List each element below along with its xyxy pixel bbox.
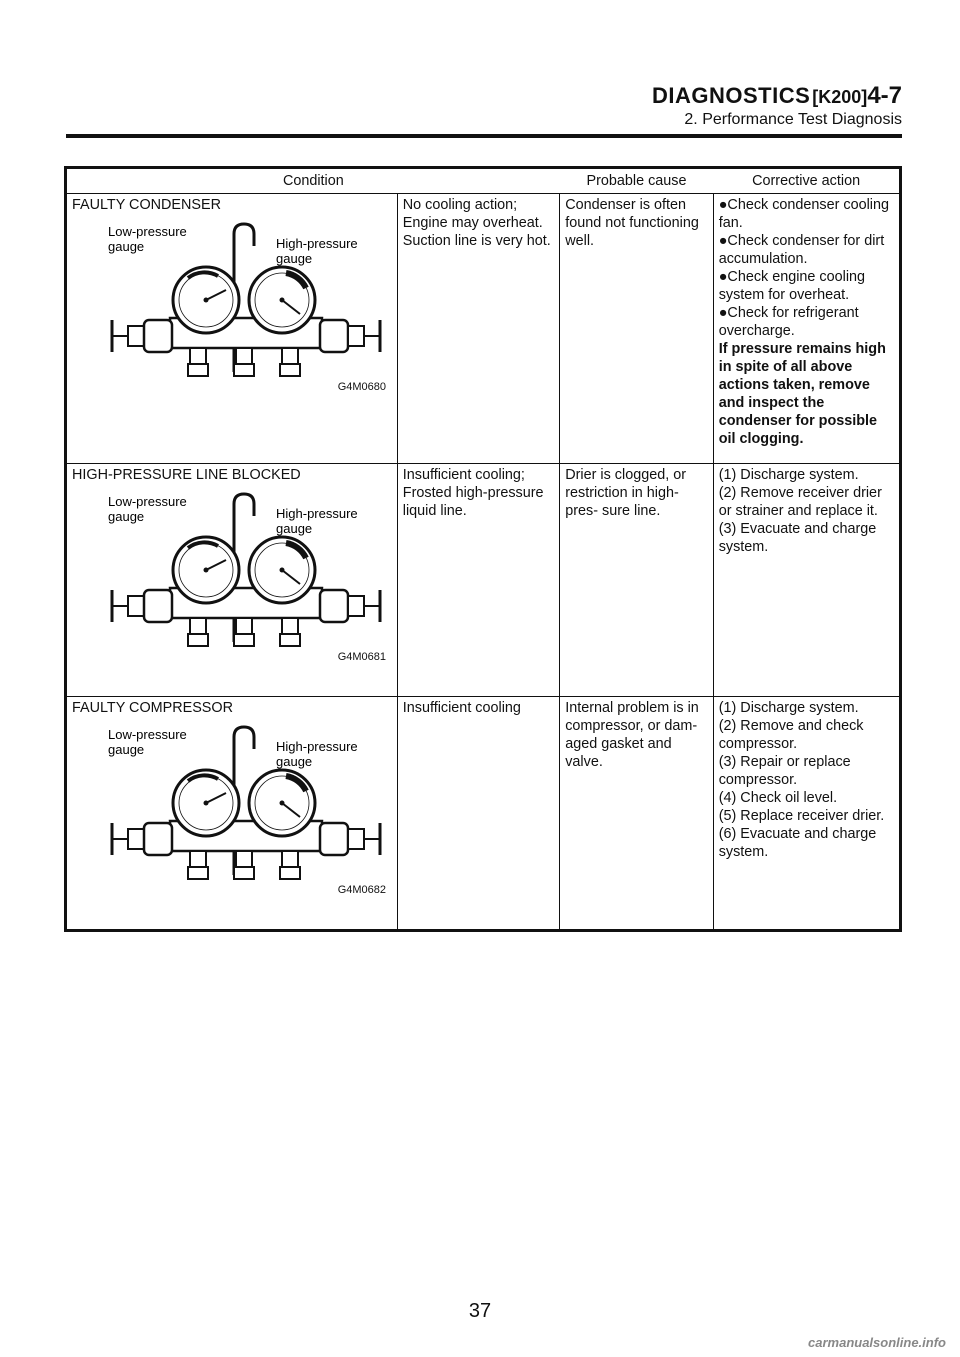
- bullet-icon: ●: [718, 233, 728, 249]
- action-item: (4) Check oil level.: [718, 790, 838, 806]
- condition-cell: [66, 464, 398, 697]
- column-header-probable-cause: Probable cause: [560, 168, 713, 194]
- condition-cell: [66, 697, 398, 931]
- section-subtitle: 2. Performance Test Diagnosis: [684, 111, 902, 128]
- cause-cell: Internal problem is in compressor, or dam- aged gasket and valve.: [560, 697, 713, 931]
- action-item: (1) Discharge system.: [718, 700, 859, 716]
- page-header: [66, 82, 902, 129]
- figure-label-high-2: gauge: [276, 521, 313, 536]
- figure-label-high-2: gauge: [276, 754, 313, 769]
- bullet-icon: ●: [718, 197, 728, 213]
- table-header-row: [66, 168, 901, 194]
- section-code: [K200]: [812, 87, 868, 107]
- figure-label-high: High-pressure: [276, 236, 358, 251]
- page-number: 37: [468, 1300, 492, 1322]
- bullet-icon: ●: [718, 305, 728, 321]
- action-cell: [713, 464, 900, 697]
- symptom-cell: Insufficient cooling: [397, 697, 559, 931]
- manifold-gauge-figure: [72, 492, 388, 662]
- table-row: [66, 194, 901, 464]
- action-item: (6) Evacuate and charge system.: [718, 826, 877, 860]
- figure-label-high-2: gauge: [276, 251, 313, 266]
- action-item: (1) Discharge system.: [718, 467, 859, 483]
- figure-label-low: Low-pressure: [108, 727, 187, 742]
- figure-id: G4M0682: [337, 884, 386, 896]
- figure-label-high: High-pressure: [276, 739, 358, 754]
- table-row: [66, 697, 901, 931]
- action-item: (2) Remove receiver drier or strainer and replace it.: [718, 485, 882, 519]
- cause-cell: Drier is clogged, or restriction in high- pres- sure line.: [560, 464, 713, 697]
- figure-label-low-2: gauge: [108, 509, 145, 524]
- figure-id: G4M0680: [337, 381, 386, 393]
- action-item: (3) Repair or replace compressor.: [718, 754, 851, 788]
- manifold-gauge-illustration: [108, 725, 388, 885]
- page-code: 4-7: [867, 82, 902, 109]
- figure-label-low: Low-pressure: [108, 494, 187, 509]
- symptom-cell: Insufficient cooling; Frosted high-pressure liquid line.: [397, 464, 559, 697]
- action-item: ●Check condenser cooling fan.: [718, 197, 890, 231]
- bullet-icon: ●: [718, 269, 728, 285]
- diagnosis-table: [64, 166, 902, 932]
- header-rule: [66, 134, 902, 138]
- manifold-gauge-figure: [72, 725, 388, 895]
- action-item: ●Check for refrigerant overcharge.: [718, 305, 859, 339]
- figure-label-high: High-pressure: [276, 506, 358, 521]
- action-item: ●Check engine cooling system for overheat.: [718, 269, 866, 303]
- figure-label-low-2: gauge: [108, 742, 145, 757]
- section-title: DIAGNOSTICS: [651, 83, 811, 108]
- condition-label: FAULTY COMPRESSOR: [72, 700, 233, 716]
- manifold-gauge-figure: [72, 222, 388, 392]
- table-row: [66, 464, 901, 697]
- figure-id: G4M0681: [337, 651, 386, 663]
- action-item: ●Check condenser for dirt accumulation.: [718, 233, 885, 267]
- action-cell: [713, 194, 900, 464]
- action-item: (5) Replace receiver drier.: [718, 808, 885, 824]
- action-item: (3) Evacuate and charge system.: [718, 521, 877, 555]
- manifold-gauge-illustration: [108, 492, 388, 652]
- figure-label-low: Low-pressure: [108, 224, 187, 239]
- action-item: (2) Remove and check compressor.: [718, 718, 864, 752]
- watermark: carmanualsonline.info: [808, 1335, 946, 1350]
- header-line: [66, 82, 902, 110]
- cause-cell: Condenser is often found not functioning well.: [560, 194, 713, 464]
- action-note: If pressure remains high in spite of all above actions taken, remove and inspect the condenser for possible oil clogging.: [718, 341, 886, 447]
- figure-label-low-2: gauge: [108, 239, 145, 254]
- action-cell: [713, 697, 900, 931]
- column-header-corrective-action: Corrective action: [713, 168, 900, 194]
- condition-cell: [66, 194, 398, 464]
- condition-label: FAULTY CONDENSER: [72, 197, 221, 213]
- symptom-cell: No cooling action; Engine may overheat. Suction line is very hot.: [397, 194, 559, 464]
- manifold-gauge-illustration: [108, 222, 388, 382]
- condition-label: HIGH-PRESSURE LINE BLOCKED: [72, 467, 301, 483]
- column-header-condition: Condition: [66, 168, 560, 194]
